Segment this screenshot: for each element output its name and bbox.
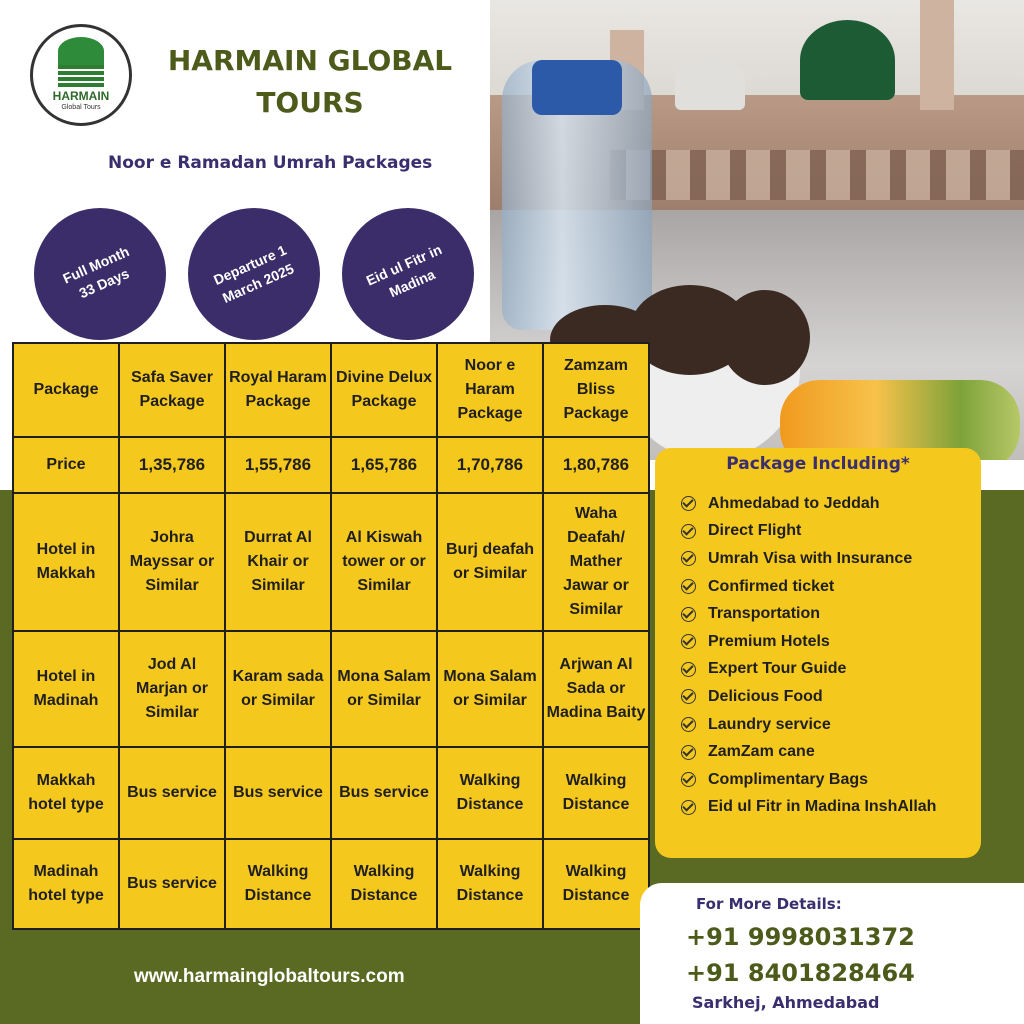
green-dome <box>800 20 895 100</box>
table-row <box>13 839 649 929</box>
price-cell: 1,80,786 <box>543 437 649 493</box>
table-cell: Karam sada or Similar <box>225 631 331 747</box>
table-cell: Madinah hotel type <box>13 839 119 929</box>
check-icon <box>681 634 696 649</box>
table-cell: Al Kiswah tower or or Similar <box>331 493 437 631</box>
table-header: Divine Delux Package <box>331 343 437 437</box>
table-cell: Durrat Al Khair or Similar <box>225 493 331 631</box>
list-item: Premium Hotels <box>681 628 936 656</box>
contact-label: For More Details: <box>696 895 842 913</box>
phone-number-2[interactable]: +91 8401828464 <box>686 959 915 987</box>
table-cell: Arjwan Al Sada or Madina Baity <box>543 631 649 747</box>
check-icon <box>681 662 696 677</box>
table-cell: Price <box>13 437 119 493</box>
phone-number-1[interactable]: +91 9998031372 <box>686 923 915 951</box>
dome-icon <box>58 37 104 65</box>
table-cell: Bus service <box>119 839 225 929</box>
table-cell: Bus service <box>225 747 331 839</box>
check-icon <box>681 579 696 594</box>
list-item: Delicious Food <box>681 683 936 711</box>
inclusions-list <box>681 490 936 821</box>
check-icon <box>681 800 696 815</box>
table-cell: Bus service <box>331 747 437 839</box>
check-icon <box>681 524 696 539</box>
list-item: Laundry service <box>681 711 936 739</box>
table-cell: Jod Al Marjan or Similar <box>119 631 225 747</box>
table-cell: Walking Distance <box>437 747 543 839</box>
check-icon <box>681 717 696 732</box>
brand-name: HARMAIN GLOBAL TOURS <box>167 44 453 119</box>
badge-eid: Eid ul Fitr in Madina <box>346 212 470 336</box>
inclusions-card <box>655 448 981 858</box>
badge-duration: Full Month 33 Days <box>38 212 162 336</box>
price-cell: 1,55,786 <box>225 437 331 493</box>
table-cell: Hotel in Madinah <box>13 631 119 747</box>
table-header: Noor e Haram Package <box>437 343 543 437</box>
list-item: ZamZam cane <box>681 738 936 766</box>
table-cell: Mona Salam or Similar <box>437 631 543 747</box>
table-cell: Walking Distance <box>331 839 437 929</box>
badge-departure: Departure 1 March 2025 <box>192 212 316 336</box>
list-item: Transportation <box>681 600 936 628</box>
table-cell: Walking Distance <box>437 839 543 929</box>
table-row <box>13 493 649 631</box>
page-subtitle: Noor e Ramadan Umrah Packages <box>108 153 433 173</box>
check-icon <box>681 607 696 622</box>
logo-title: HARMAIN <box>52 89 110 103</box>
price-cell: 1,65,786 <box>331 437 437 493</box>
table-cell: Johra Mayssar or Similar <box>119 493 225 631</box>
price-cell: 1,70,786 <box>437 437 543 493</box>
inclusions-title: Package Including* <box>726 454 910 474</box>
check-icon <box>681 689 696 704</box>
table-header: Safa Saver Package <box>119 343 225 437</box>
table-cell: Burj deafah or Similar <box>437 493 543 631</box>
table-header: Royal Haram Package <box>225 343 331 437</box>
logo-subtitle: Global Tours <box>61 104 101 111</box>
contact-card <box>640 883 1024 1024</box>
location: Sarkhej, Ahmedabad <box>692 993 880 1012</box>
table-row <box>13 631 649 747</box>
table-cell: Walking Distance <box>543 747 649 839</box>
table-row <box>13 747 649 839</box>
table-cell: Makkah hotel type <box>13 747 119 839</box>
logo <box>30 24 132 126</box>
table-cell: Walking Distance <box>225 839 331 929</box>
table-cell: Walking Distance <box>543 839 649 929</box>
table-cell: Bus service <box>119 747 225 839</box>
list-item: Direct Flight <box>681 518 936 546</box>
table-header: Zamzam Bliss Package <box>543 343 649 437</box>
check-icon <box>681 496 696 511</box>
list-item: Confirmed ticket <box>681 573 936 601</box>
table-header-row <box>13 343 649 437</box>
check-icon <box>681 745 696 760</box>
list-item: Ahmedabad to Jeddah <box>681 490 936 518</box>
website-link[interactable]: www.harmainglobaltours.com <box>134 966 405 987</box>
list-item: Expert Tour Guide <box>681 656 936 684</box>
price-cell: 1,35,786 <box>119 437 225 493</box>
list-item: Eid ul Fitr in Madina InshAllah <box>681 794 936 822</box>
check-icon <box>681 772 696 787</box>
table-cell: Waha Deafah/ Mather Jawar or Similar <box>543 493 649 631</box>
package-table <box>12 342 650 930</box>
table-cell: Hotel in Makkah <box>13 493 119 631</box>
table-cell: Mona Salam or Similar <box>331 631 437 747</box>
list-item: Complimentary Bags <box>681 766 936 794</box>
table-header: Package <box>13 343 119 437</box>
list-item: Umrah Visa with Insurance <box>681 545 936 573</box>
table-row <box>13 437 649 493</box>
check-icon <box>681 551 696 566</box>
